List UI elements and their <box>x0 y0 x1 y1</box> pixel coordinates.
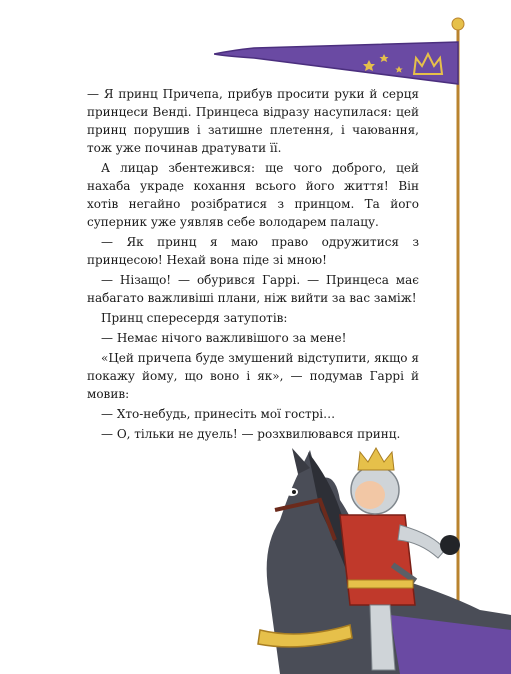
pole-finial <box>452 18 464 30</box>
paragraph: — Я принц Причепа, прибув просити руки й серця принцеси Венді. Принцеса відразу насупилася: цей принц порушив і затишне плетення, і чаювання, тож уже починав дратувати її. <box>87 87 419 155</box>
story-text <box>87 85 419 445</box>
paragraph: «Цей причепа буде змушений відступити, якщо я покажу йому, що воно і як», — подумав Гаррі й мовив: <box>87 351 419 401</box>
paragraph: — Нізащо! — обурився Гаррі. — Принцеса має набагато важливіші плани, ніж вийти за вас заміж! <box>87 273 419 305</box>
pennant-flag <box>214 42 458 84</box>
knight-on-horse-illustration <box>240 440 511 674</box>
paragraph: — О, тільки не дуель! — розхвилювався принц. <box>101 427 401 441</box>
paragraph: — Як принц я маю право одружитися з принцесою! Нехай вона піде зі мною! <box>87 235 419 267</box>
paragraph: — Немає нічого важливішого за мене! <box>101 331 347 345</box>
paragraph: Принц спересердя затупотів: <box>101 311 288 325</box>
knight-face <box>355 481 385 509</box>
knight-belt <box>348 580 413 588</box>
paragraph: — Хто-небудь, принесіть мої гострі… <box>101 407 336 421</box>
knight-leg <box>370 605 395 670</box>
knight-gauntlet <box>440 535 460 555</box>
paragraph: А лицар збентежився: ще чого доброго, цей нахаба украде кохання всього його життя! Він хотів негайно розібратися з принцом. Та його суперник уже уявляв себе володарем палацу. <box>87 161 419 229</box>
crown-icon <box>358 448 394 470</box>
